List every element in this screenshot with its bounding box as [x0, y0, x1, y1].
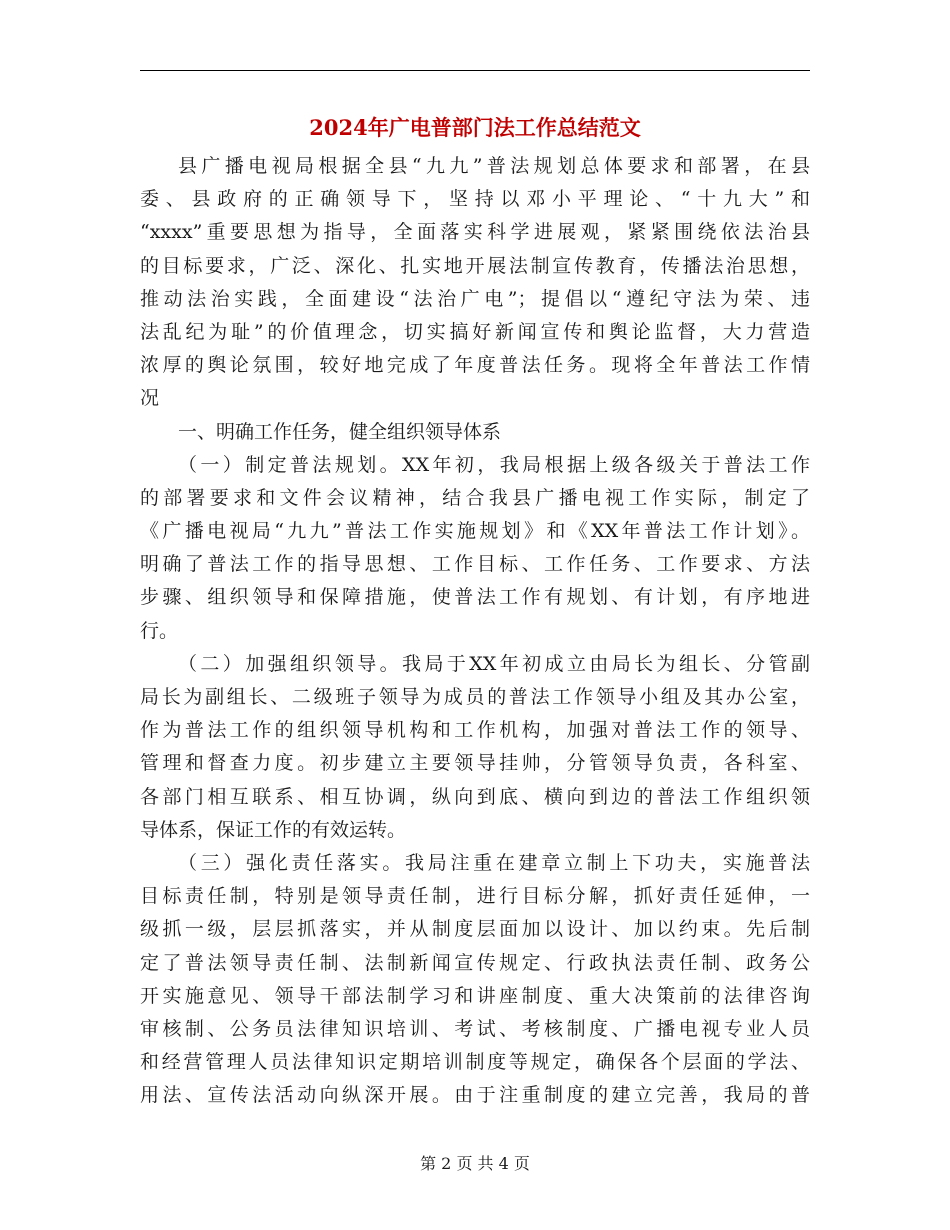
text-line: （一）制定普法规划。XX年初，我局根据上级各级关于普法工作 [178, 453, 810, 476]
text-line: 管理和督查力度。初步建立主要领导挂帅，分管领导负责，各科室、 [140, 752, 810, 775]
text-line: 况 [140, 387, 160, 410]
text-line: 县广播电视局根据全县“九九”普法规划总体要求和部署，在县 [178, 155, 810, 177]
text-line: 行。 [140, 619, 179, 642]
text-line: 用法、宣传法活动向纵深开展。由于注重制度的建立完善，我局的普 [140, 1084, 810, 1107]
text-line: 的目标要求，广泛、深化、扎实地开展法制宣传教育，传播法治思想， [140, 254, 810, 277]
text-line: 浓厚的舆论氛围，较好地完成了年度普法任务。现将全年普法工作情 [140, 354, 810, 377]
text-line: 审核制、公务员法律知识培训、考试、考核制度、广播电视专业人员 [140, 1017, 810, 1040]
text-line: 委、县政府的正确领导下，坚持以邓小平理论、“十九大”和 [140, 188, 810, 211]
text-line: 导体系，保证工作的有效运转。 [140, 818, 407, 841]
text-line: 作为普法工作的组织领导机构和工作机构，加强对普法工作的领导、 [140, 719, 810, 742]
text-line: （三）强化责任落实。我局注重在建章立制上下功夫，实施普法 [178, 851, 810, 874]
text-line: （二）加强组织领导。我局于XX年初成立由局长为组长、分管副 [178, 652, 810, 675]
header-rule [140, 70, 810, 71]
text-line: 和经营管理人员法律知识定期培训制度等规定，确保各个层面的学法、 [140, 1051, 810, 1074]
text-line: 步骤、组织领导和保障措施，使普法工作有规划、有计划，有序地进 [140, 586, 810, 609]
page-number-footer: 第 2 页 共 4 页 [420, 1154, 530, 1173]
text-line: 定了普法领导责任制、法制新闻宣传规定、行政执法责任制、政务公 [140, 951, 810, 974]
section-heading: 一、明确工作任务，健全组织领导体系 [178, 420, 502, 443]
text-line: 目标责任制，特别是领导责任制，进行目标分解，抓好责任延伸，一 [140, 885, 810, 908]
text-line: “xxxx”重要思想为指导，全面落实科学进展观，紧紧围绕依法治县 [140, 221, 810, 244]
text-line: 推动法治实践，全面建设“法治广电”；提倡以“遵纪守法为荣、违 [140, 287, 810, 310]
text-line: 局长为副组长、二级班子领导为成员的普法工作领导小组及其办公室， [140, 686, 810, 708]
text-line: 开实施意见、领导干部法制学习和讲座制度、重大决策前的法律咨询 [140, 984, 810, 1007]
document-body [140, 150, 810, 1112]
document-title: 2024年广电普部门法工作总结范文 [309, 115, 641, 140]
text-line: 法乱纪为耻”的价值理念，切实搞好新闻宣传和舆论监督，大力营造 [140, 320, 810, 343]
text-line: 《广播电视局“九九”普法工作实施规划》和《XX年普法工作计划》。 [140, 520, 810, 543]
text-line: 的部署要求和文件会议精神，结合我县广播电视工作实际，制定了 [140, 486, 810, 509]
text-line: 明确了普法工作的指导思想、工作目标、工作任务、工作要求、方法 [140, 553, 810, 576]
text-line: 各部门相互联系、相互协调，纵向到底、横向到边的普法工作组织领 [140, 785, 810, 808]
text-line: 级抓一级，层层抓落实，并从制度层面加以设计、加以约束。先后制 [140, 918, 810, 941]
